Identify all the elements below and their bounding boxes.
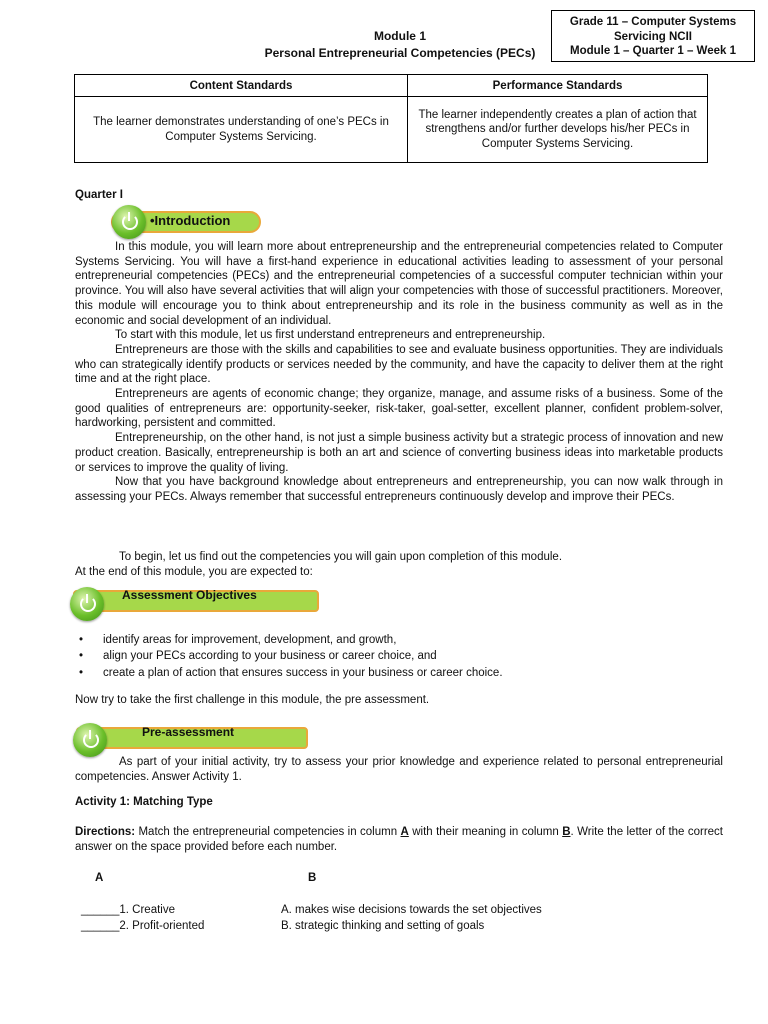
power-icon bbox=[112, 205, 146, 239]
intro-paragraph: Entrepreneurs are those with the skills and capabilities to see and evaluate business opportunities. They are individuals who can strategically identify products or services needed by the community, and have the capacity to deliver them at the right time and at the right place. bbox=[75, 343, 723, 386]
module-header bbox=[200, 28, 600, 62]
list-item: • identify areas for improvement, development, and growth, bbox=[75, 632, 503, 648]
performance-standards-header: Performance Standards bbox=[408, 75, 708, 97]
module-number: Module 1 bbox=[373, 29, 426, 43]
column-a-header: A bbox=[95, 872, 104, 884]
directions-text: Match the entrepreneurial competencies in column bbox=[135, 826, 401, 838]
pre-assessment-intro bbox=[75, 755, 723, 784]
pre-assessment-label: Pre-assessment bbox=[142, 725, 235, 739]
directions-text: . Write the letter of the correct answer on the space provided before each number. bbox=[75, 826, 723, 853]
module-title: Personal Entrepreneurial Competencies (PECs) bbox=[264, 46, 536, 60]
directions-label: Directions: bbox=[75, 826, 136, 838]
matching-item-a[interactable]: ______2. Profit-oriented bbox=[81, 920, 205, 932]
assessment-objectives-label: Assessment Objectives bbox=[122, 588, 257, 602]
expected-text: At the end of this module, you are expected to: bbox=[75, 566, 313, 578]
matching-item-b: B. strategic thinking and setting of goals bbox=[281, 920, 485, 932]
directions-text: with their meaning in column bbox=[408, 826, 563, 838]
activity-title: Activity 1: Matching Type bbox=[75, 796, 213, 808]
matching-item-b: A. makes wise decisions towards the set objectives bbox=[281, 904, 542, 916]
list-item: • create a plan of action that ensures success in your business or career choice. bbox=[75, 665, 503, 681]
introduction-body bbox=[75, 240, 723, 505]
grade-box bbox=[551, 10, 755, 62]
intro-paragraph: Entrepreneurship, on the other hand, is not just a simple business activity but a strategic process of innovation and new product creation. Basically, entrepreneurship is both an art and science of converting business ideas into marketable products or services to improve the quality of living. bbox=[75, 432, 723, 474]
list-item: • align your PECs according to your business or career choice, and bbox=[75, 648, 503, 664]
performance-standards-text: The learner independently creates a plan of action that strengthens and/or further develops his/her PECs in Computer Systems Servicing. bbox=[408, 97, 708, 163]
content-standards-text: The learner demonstrates understanding of one’s PECs in Computer Systems Servicing. bbox=[75, 97, 408, 163]
standards-table bbox=[74, 74, 708, 163]
grade-line-2: Servicing NCII bbox=[614, 30, 692, 43]
introduction-label: •Introduction bbox=[150, 213, 231, 228]
column-b-ref: B bbox=[562, 826, 571, 838]
content-standards-header: Content Standards bbox=[75, 75, 408, 97]
intro-paragraph: Entrepreneurs are agents of economic change; they organize, manage, and assume risks of a business. Some of the good qualities of entrepreneurs are: opportunity-seeker, risk-taker, goal-setter, excellent planner, confident problem-solver, hardworking, persistent and committed. bbox=[75, 388, 723, 430]
grade-line-3: Module 1 – Quarter 1 – Week 1 bbox=[570, 45, 736, 57]
quarter-label: Quarter I bbox=[75, 189, 123, 201]
objectives-list bbox=[75, 632, 503, 681]
power-icon bbox=[73, 723, 107, 757]
to-begin-text: To begin, let us find out the competencies you will gain upon completion of this module. bbox=[119, 551, 563, 563]
intro-paragraph: In this module, you will learn more about entrepreneurship and the entrepreneurial competencies related to Computer Systems Servicing. You will have a first-hand experience in educational activities leading to assessment of your personal entrepreneurial competencies (PECs) and the entrepreneurial competencies of a successful computer technician within your province. You will also have several activities that will align your competencies with those of successful practitioners. Moreover, this module will encourage you to think about entrepreneurship and its role in the business community as well as in the economic and social development of an individual. bbox=[75, 241, 723, 327]
activity-directions bbox=[75, 825, 723, 854]
grade-line-1: Grade 11 – Computer Systems bbox=[569, 16, 737, 28]
matching-item-a[interactable]: ______1. Creative bbox=[81, 904, 175, 916]
intro-paragraph: Now that you have background knowledge about entrepreneurs and entrepreneurship, you can now walk through in assessing your PECs. Always remember that successful entrepreneurs continuously develop and improve their PECs. bbox=[75, 476, 723, 503]
column-a-ref: A bbox=[400, 826, 409, 838]
next-challenge-text: Now try to take the first challenge in this module, the pre assessment. bbox=[75, 694, 430, 706]
pre-assessment-paragraph: As part of your initial activity, try to assess your prior knowledge and experience related to personal entrepreneurial competencies. Answer Activity 1. bbox=[75, 756, 723, 783]
intro-paragraph: To start with this module, let us first understand entrepreneurs and entrepreneurship. bbox=[115, 329, 546, 342]
column-b-header: B bbox=[308, 872, 317, 884]
power-icon bbox=[70, 587, 104, 621]
